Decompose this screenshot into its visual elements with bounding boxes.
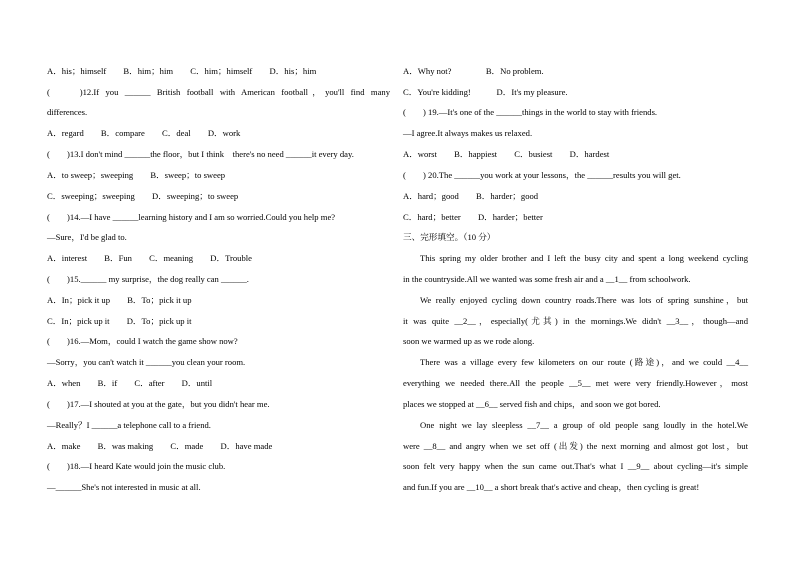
q19-reply: —I agree.It always makes us relaxed. bbox=[403, 128, 533, 138]
q13-stem: ( )13.I don't mind ______the floor，but I think there's no need ______it every day. bbox=[47, 149, 354, 159]
q15-stem: ( )15.______ my surprise，the dog really can ______. bbox=[47, 274, 249, 284]
q17-options: A．make B．was making C．made D．have made bbox=[47, 441, 273, 451]
q11-options: A．his；himself B．him；him C．him；himself D．his；him bbox=[47, 66, 317, 76]
cloze-paragraph-1-line-2: in the countryside.All we wanted was some fresh air and a __1__ from schoolwork. bbox=[403, 274, 691, 284]
cloze-paragraph-2-line-3: soon we warmed up as we rode along. bbox=[403, 336, 535, 346]
q16-stem: ( )16.—Mom，could I watch the game show now? bbox=[47, 336, 238, 346]
cloze-paragraph-4-line-3: soon felt very happy when the sun came out.That's what I __9__ about cycling—it's simple bbox=[403, 461, 748, 471]
q14-reply: —Sure，I'd be glad to. bbox=[47, 232, 127, 242]
section-heading-cloze: 三、完形填空。（10 分） bbox=[403, 232, 496, 242]
q20-options-cd: C．hard；better D．harder；better bbox=[403, 212, 543, 222]
q19-options: A．worst B．happiest C．busiest D．hardest bbox=[403, 149, 610, 159]
cloze-paragraph-4-line-2: were __8__ and angry when we set off (出发) the next morning and almost got lost，but bbox=[403, 441, 748, 451]
q20-stem: ( ) 20.The ______you work at your lessons，the ______results you will get. bbox=[403, 170, 681, 180]
q12-stem: ( )12.If you ______ British football with American football，you'll find many bbox=[47, 87, 390, 97]
q18-options-ab: A．Why not? B．No problem. bbox=[403, 66, 544, 76]
q17-reply: —Really？I ______a telephone call to a friend. bbox=[47, 420, 211, 430]
cloze-paragraph-3-line-2: everything we needed there.All the people __5__ met were very friendly.However，most bbox=[403, 378, 748, 388]
q15-options-cd: C．In；pick up it D．To；pick up it bbox=[47, 316, 192, 326]
q13-options-ab: A．to sweep；sweeping B．sweep；to sweep bbox=[47, 170, 226, 180]
q13-options-cd: C．sweeping；sweeping D．sweeping；to sweep bbox=[47, 191, 239, 201]
q16-reply: —Sorry，you can't watch it ______you clean your room. bbox=[47, 357, 246, 367]
cloze-paragraph-1-line-1: This spring my older brother and I left the busy city and spent a long weekend cycling bbox=[420, 253, 748, 263]
q14-stem: ( )14.—I have ______learning history and I am so worried.Could you help me? bbox=[47, 212, 336, 222]
q19-stem: ( ) 19.—It's one of the ______things in the world to stay with friends. bbox=[403, 107, 658, 117]
q12-options: A．regard B．compare C．deal D．work bbox=[47, 128, 241, 138]
q20-options-ab: A．hard；good B．harder；good bbox=[403, 191, 539, 201]
q15-options-ab: A．In；pick it up B．To；pick it up bbox=[47, 295, 192, 305]
q18-stem: ( )18.—I heard Kate would join the music club. bbox=[47, 461, 226, 471]
cloze-paragraph-3-line-3: places we stopped at __6__ served fish and chips，and soon we got bored. bbox=[403, 399, 661, 409]
q16-options: A．when B．if C．after D．until bbox=[47, 378, 213, 388]
cloze-paragraph-4-line-4: and fun.If you are __10__ a short break that's active and cheap，then cycling is great! bbox=[403, 482, 700, 492]
q12-stem-continued: differences. bbox=[47, 107, 88, 117]
cloze-paragraph-2-line-1: We really enjoyed cycling down country roads.There was lots of spring sunshine，but bbox=[420, 295, 748, 305]
cloze-paragraph-2-line-2: it was quite __2__，especially(尤其) in the mornings.We didn't __3__，though—and bbox=[403, 316, 748, 326]
cloze-paragraph-4-line-1: One night we lay sleepless __7__ a group of old people sang loudly in the hotel.We bbox=[420, 420, 748, 430]
cloze-paragraph-3-line-1: There was a village every few kilometers on our route (路途)，and we could __4__ bbox=[420, 357, 748, 367]
q14-options: A．interest B．Fun C．meaning D．Trouble bbox=[47, 253, 252, 263]
q17-stem: ( )17.—I shouted at you at the gate，but you didn't hear me. bbox=[47, 399, 270, 409]
q18-reply: —______She's not interested in music at all. bbox=[47, 482, 201, 492]
q18-options-cd: C．You're kidding! D．It's my pleasure. bbox=[403, 87, 568, 97]
